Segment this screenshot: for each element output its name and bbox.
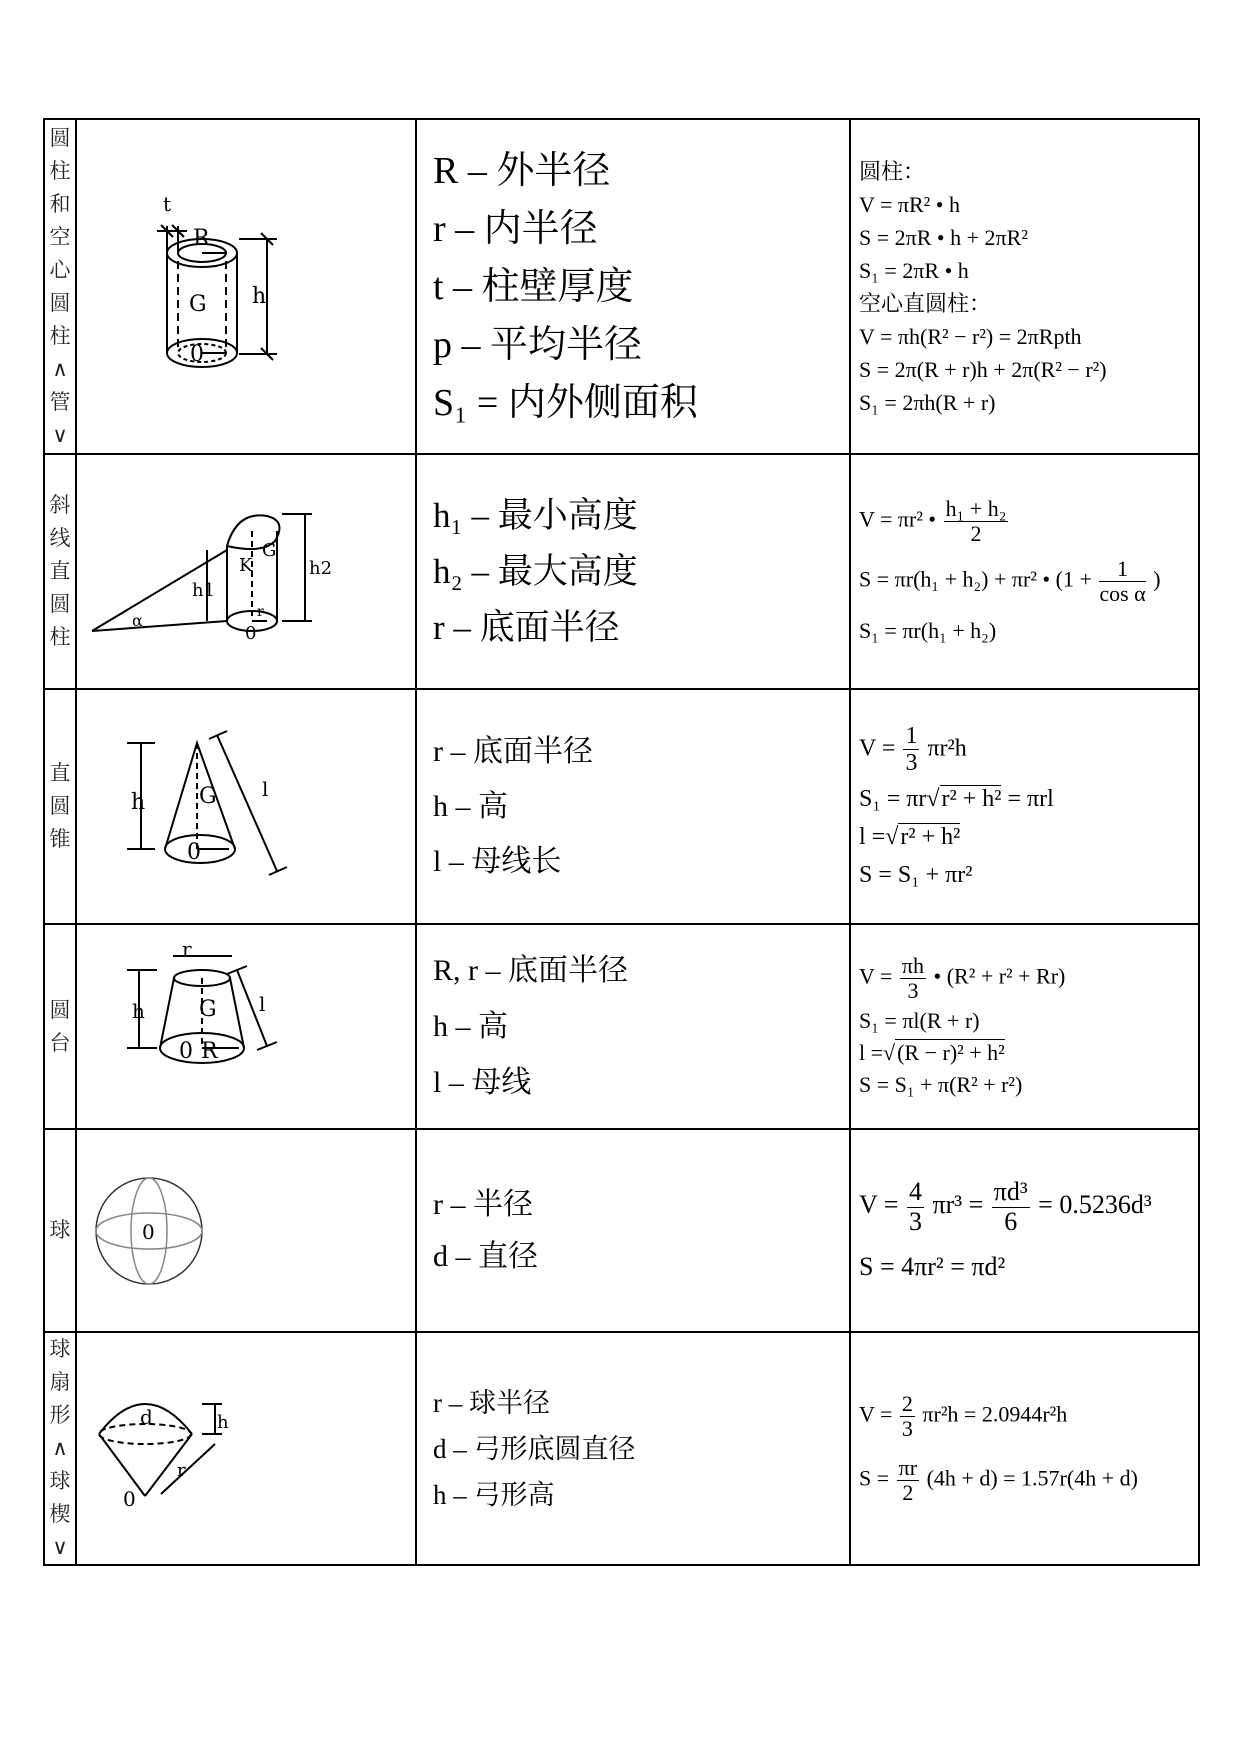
label-h1: h1: [192, 580, 216, 601]
label-r: r: [257, 604, 264, 620]
figure-truncated-cylinder: [76, 454, 416, 689]
fraction: $\frac{1}{3}$: [905, 722, 918, 776]
table-row-frustum: [44, 924, 1199, 1129]
formulas-cone: V = $\frac{1}{3}$ πr²h S₁ = πr√r² + h² = πrl l =√r² + h² S = S₁ + πr²: [850, 689, 1199, 924]
label-alpha: α: [132, 611, 143, 630]
fraction: $\frac{1}{\text{cos α}}$: [1099, 555, 1146, 606]
label-0: 0: [187, 840, 201, 865]
label-G: G: [199, 997, 217, 1022]
figure-cylinder: [76, 119, 416, 454]
label-h: h: [132, 999, 145, 1023]
label-h: h: [217, 1412, 229, 1433]
label-0: 0: [190, 342, 204, 367]
label-0: 0: [179, 1039, 193, 1064]
table-row-cylinder: [44, 119, 1199, 454]
figure-sphere: [76, 1129, 416, 1332]
variables-truncated-cylinder: h₁ – 最小高度 h₂ – 最大高度 r – 底面半径: [416, 454, 850, 689]
label-h2: h2: [309, 558, 333, 579]
fraction: $\frac{\pi r}{2}$: [898, 1454, 918, 1505]
label-0: 0: [245, 623, 257, 644]
label-G: G: [262, 540, 277, 561]
figure-frustum: [76, 924, 416, 1129]
figure-spherical-sector: [76, 1332, 416, 1565]
label-t: t: [163, 192, 172, 216]
shape-name-frustum: 圆 台: [44, 924, 76, 1129]
shape-name-truncated-cylinder: 斜 线 直 圆 柱: [44, 454, 76, 689]
truncated-cylinder-diagram: [77, 456, 415, 687]
label-R: R: [201, 1039, 218, 1064]
table-row-truncated-cylinder: [44, 454, 1199, 689]
variables-cone: r – 底面半径 h – 高 l – 母线长: [416, 689, 850, 924]
formulas-truncated-cylinder: V = πr² • $\frac{\text{h₁ + h₂}}{2}$ S = πr(h₁ + h₂) + πr² • (1 + $\frac{1}{\text{cos α}}$ ) S₁ = πr(h₁ + h₂): [850, 454, 1199, 689]
spherical-sector-diagram: [77, 1334, 415, 1563]
frustum-diagram: [77, 926, 415, 1127]
label-G: G: [199, 784, 217, 809]
label-0: 0: [123, 1487, 136, 1511]
label-h: h: [252, 284, 267, 309]
label-r: r: [182, 937, 192, 961]
variables-cylinder: R – 外半径 r – 内半径 t – 柱壁厚度 p – 平均半径 S₁ = 内外侧面积: [416, 119, 850, 454]
cone-diagram: [77, 691, 415, 922]
variables-spherical-sector: r – 球半径 d – 弓形底圆直径 h – 弓形高: [416, 1332, 850, 1565]
fraction: $\frac{2}{3}$: [901, 1391, 913, 1442]
variables-sphere: r – 半径 d – 直径: [416, 1129, 850, 1332]
fraction: $\frac{4}{3}$: [908, 1177, 922, 1236]
geometry-formula-table: [43, 118, 1200, 1566]
formulas-sphere: V = $\frac{4}{3}$ πr³ = $\frac{\text{πd³}}{6}$ = 0.5236d³ S = 4πr² = πd²: [850, 1129, 1199, 1332]
fraction: $\frac{\text{h₁ + h₂}}{2}$: [945, 496, 1007, 547]
label-R: R: [193, 226, 210, 251]
shape-name-sphere: 球: [44, 1129, 76, 1332]
shape-name-cylinder: 圆 柱 和 空 心 圆 柱 ∧ 管 ∨: [44, 119, 76, 454]
formulas-cylinder: 圆柱： V = πR² • h S = 2πR • h + 2πR² S₁ = 2πR • h 空心直圆柱： V = πh(R² − r²) = 2πRpth S = 2π(R + r)h + 2π(R² − r²) S₁ = 2πh(R + r): [850, 119, 1199, 454]
label-K: K: [239, 555, 253, 576]
variables-frustum: R, r – 底面半径 h – 高 l – 母线: [416, 924, 850, 1129]
fraction: $\frac{\text{πd³}}{6}$: [993, 1177, 1028, 1236]
figure-cone: [76, 689, 416, 924]
label-l: l: [262, 777, 269, 801]
table-row-spherical-sector: [44, 1332, 1199, 1565]
formulas-frustum: V = $\frac{\pi h}{3}$ • (R² + r² + Rr) S₁ = πl(R + r) l =√(R − r)² + h² S = S₁ + π(R² + r²): [850, 924, 1199, 1129]
label-h: h: [131, 790, 146, 815]
table-row-sphere: [44, 1129, 1199, 1332]
cylinder-diagram: [77, 121, 415, 452]
shape-name-spherical-sector: 球 扇 形 ∧ 球 楔 ∨: [44, 1332, 76, 1565]
table-row-cone: [44, 689, 1199, 924]
sphere-diagram: [77, 1131, 415, 1330]
label-l: l: [259, 992, 266, 1016]
label-r: r: [177, 1460, 186, 1481]
formulas-spherical-sector: V = $\frac{2}{3}$ πr²h = 2.0944r²h S = $\frac{\pi r}{2}$ (4h + d) = 1.57r(4h + d): [850, 1332, 1199, 1565]
label-d: d: [140, 1405, 153, 1429]
fraction: $\frac{\pi h}{3}$: [901, 952, 925, 1003]
label-G: G: [189, 292, 207, 317]
label-0: 0: [142, 1220, 155, 1244]
shape-name-cone: 直 圆 锥: [44, 689, 76, 924]
